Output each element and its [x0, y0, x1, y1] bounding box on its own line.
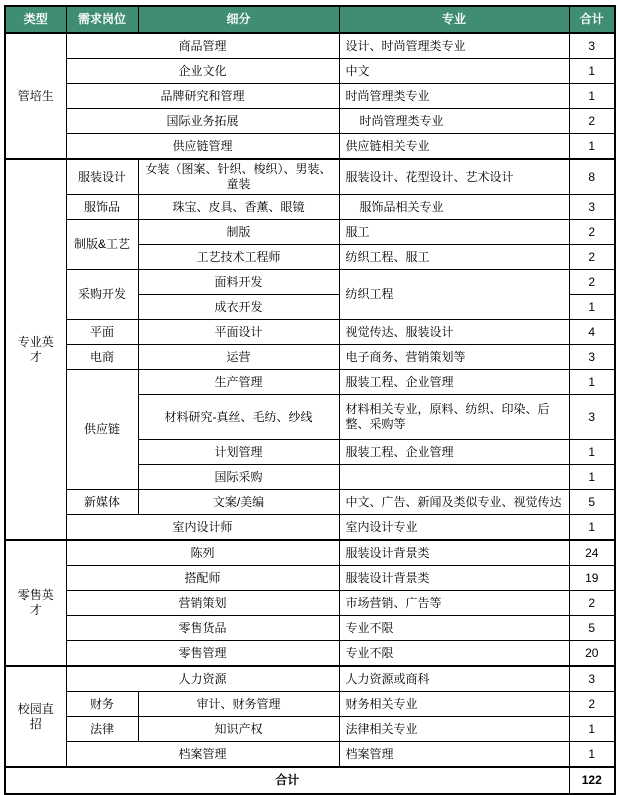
subdivision-cell: 工艺技术工程师 [138, 245, 339, 270]
table-row [5, 195, 615, 220]
major-cell: 设计、时尚管理类专业 [339, 33, 569, 59]
count-cell: 2 [569, 270, 615, 295]
table-row [5, 109, 615, 134]
subdivision-cell: 搭配师 [66, 566, 339, 591]
count-cell: 8 [569, 159, 615, 195]
subdivision-cell: 计划管理 [138, 440, 339, 465]
major-cell: 服饰品相关专业 [339, 195, 569, 220]
count-cell: 1 [569, 134, 615, 160]
count-cell: 1 [569, 295, 615, 320]
major-cell: 服装工程、企业管理 [339, 370, 569, 395]
table-row [5, 84, 615, 109]
header-row [5, 6, 615, 33]
subdivision-cell: 供应链管理 [66, 134, 339, 160]
type-cell: 专业英才 [5, 159, 66, 540]
recruitment-table [4, 5, 616, 795]
table-row [5, 666, 615, 692]
col-header-position: 需求岗位 [66, 6, 138, 33]
table-row [5, 591, 615, 616]
position-cell: 服装设计 [66, 159, 138, 195]
subdivision-cell: 品牌研究和管理 [66, 84, 339, 109]
col-header-subdivision: 细分 [138, 6, 339, 33]
subdivision-cell: 营销策划 [66, 591, 339, 616]
major-cell: 服装设计背景类 [339, 540, 569, 566]
subdivision-cell: 室内设计师 [66, 515, 339, 541]
count-cell: 3 [569, 666, 615, 692]
major-cell: 服装设计、花型设计、艺术设计 [339, 159, 569, 195]
count-cell: 3 [569, 395, 615, 440]
table-row [5, 616, 615, 641]
major-cell: 纺织工程、服工 [339, 245, 569, 270]
subdivision-cell: 陈列 [66, 540, 339, 566]
table-row [5, 692, 615, 717]
major-cell: 档案管理 [339, 742, 569, 768]
table-row [5, 220, 615, 245]
col-header-major: 专业 [339, 6, 569, 33]
position-cell: 电商 [66, 345, 138, 370]
subdivision-cell: 知识产权 [138, 717, 339, 742]
table-row [5, 345, 615, 370]
table-row [5, 320, 615, 345]
major-cell: 中文 [339, 59, 569, 84]
major-cell: 中文、广告、新闻及类似专业、视觉传达 [339, 490, 569, 515]
major-cell: 市场营销、广告等 [339, 591, 569, 616]
subdivision-cell: 审计、财务管理 [138, 692, 339, 717]
position-cell: 新媒体 [66, 490, 138, 515]
subdivision-cell: 材料研究-真丝、毛纺、纱线 [138, 395, 339, 440]
major-cell: 人力资源或商科 [339, 666, 569, 692]
position-cell: 法律 [66, 717, 138, 742]
count-cell: 1 [569, 465, 615, 490]
major-cell: 服装工程、企业管理 [339, 440, 569, 465]
count-cell: 1 [569, 84, 615, 109]
table-row [5, 370, 615, 395]
total-count-cell: 122 [569, 767, 615, 794]
table-row [5, 641, 615, 667]
table-row [5, 159, 615, 195]
subdivision-cell: 商品管理 [66, 33, 339, 59]
major-cell: 供应链相关专业 [339, 134, 569, 160]
subdivision-cell: 人力资源 [66, 666, 339, 692]
count-cell: 4 [569, 320, 615, 345]
major-cell: 时尚管理类专业 [339, 109, 569, 134]
major-cell: 法律相关专业 [339, 717, 569, 742]
position-cell: 财务 [66, 692, 138, 717]
subdivision-cell: 企业文化 [66, 59, 339, 84]
table-row [5, 515, 615, 541]
major-cell: 服装设计背景类 [339, 566, 569, 591]
major-cell: 电子商务、营销策划等 [339, 345, 569, 370]
subdivision-cell: 成衣开发 [138, 295, 339, 320]
major-cell: 财务相关专业 [339, 692, 569, 717]
count-cell: 2 [569, 245, 615, 270]
subdivision-cell: 平面设计 [138, 320, 339, 345]
count-cell: 19 [569, 566, 615, 591]
type-cell: 校园直招 [5, 666, 66, 767]
subdivision-cell: 女装（图案、针织、梭织）、男装、童装 [138, 159, 339, 195]
table-row [5, 59, 615, 84]
major-cell [339, 465, 569, 490]
count-cell: 2 [569, 109, 615, 134]
total-row [5, 767, 615, 794]
major-cell: 纺织工程 [339, 270, 569, 320]
count-cell: 1 [569, 59, 615, 84]
position-cell: 平面 [66, 320, 138, 345]
major-cell: 服工 [339, 220, 569, 245]
count-cell: 1 [569, 370, 615, 395]
position-cell: 采购开发 [66, 270, 138, 320]
major-cell: 室内设计专业 [339, 515, 569, 541]
count-cell: 1 [569, 440, 615, 465]
count-cell: 1 [569, 742, 615, 768]
subdivision-cell: 国际采购 [138, 465, 339, 490]
count-cell: 1 [569, 515, 615, 541]
major-cell: 时尚管理类专业 [339, 84, 569, 109]
subdivision-cell: 珠宝、皮具、香薰、眼镜 [138, 195, 339, 220]
count-cell: 3 [569, 345, 615, 370]
count-cell: 1 [569, 717, 615, 742]
subdivision-cell: 制版 [138, 220, 339, 245]
table-row [5, 33, 615, 59]
subdivision-cell: 零售管理 [66, 641, 339, 667]
major-cell: 视觉传达、服装设计 [339, 320, 569, 345]
position-cell: 服饰品 [66, 195, 138, 220]
subdivision-cell: 运营 [138, 345, 339, 370]
major-cell: 专业不限 [339, 616, 569, 641]
count-cell: 2 [569, 220, 615, 245]
total-label-cell: 合计 [5, 767, 569, 794]
subdivision-cell: 文案/美编 [138, 490, 339, 515]
count-cell: 24 [569, 540, 615, 566]
count-cell: 20 [569, 641, 615, 667]
subdivision-cell: 生产管理 [138, 370, 339, 395]
table-row [5, 717, 615, 742]
count-cell: 2 [569, 591, 615, 616]
table-row [5, 490, 615, 515]
subdivision-cell: 国际业务拓展 [66, 109, 339, 134]
subdivision-cell: 档案管理 [66, 742, 339, 768]
table-row [5, 742, 615, 768]
count-cell: 2 [569, 692, 615, 717]
type-cell: 零售英才 [5, 540, 66, 666]
count-cell: 5 [569, 616, 615, 641]
table-row [5, 566, 615, 591]
major-cell: 材料相关专业，原料、纺织、印染、后整、采购等 [339, 395, 569, 440]
count-cell: 3 [569, 33, 615, 59]
col-header-type: 类型 [5, 6, 66, 33]
position-cell: 供应链 [66, 370, 138, 490]
col-header-total: 合计 [569, 6, 615, 33]
count-cell: 5 [569, 490, 615, 515]
table-row [5, 540, 615, 566]
type-cell: 管培生 [5, 33, 66, 159]
subdivision-cell: 零售货品 [66, 616, 339, 641]
subdivision-cell: 面料开发 [138, 270, 339, 295]
major-cell: 专业不限 [339, 641, 569, 667]
table-row [5, 270, 615, 295]
table-row [5, 134, 615, 160]
count-cell: 3 [569, 195, 615, 220]
position-cell: 制版&工艺 [66, 220, 138, 270]
